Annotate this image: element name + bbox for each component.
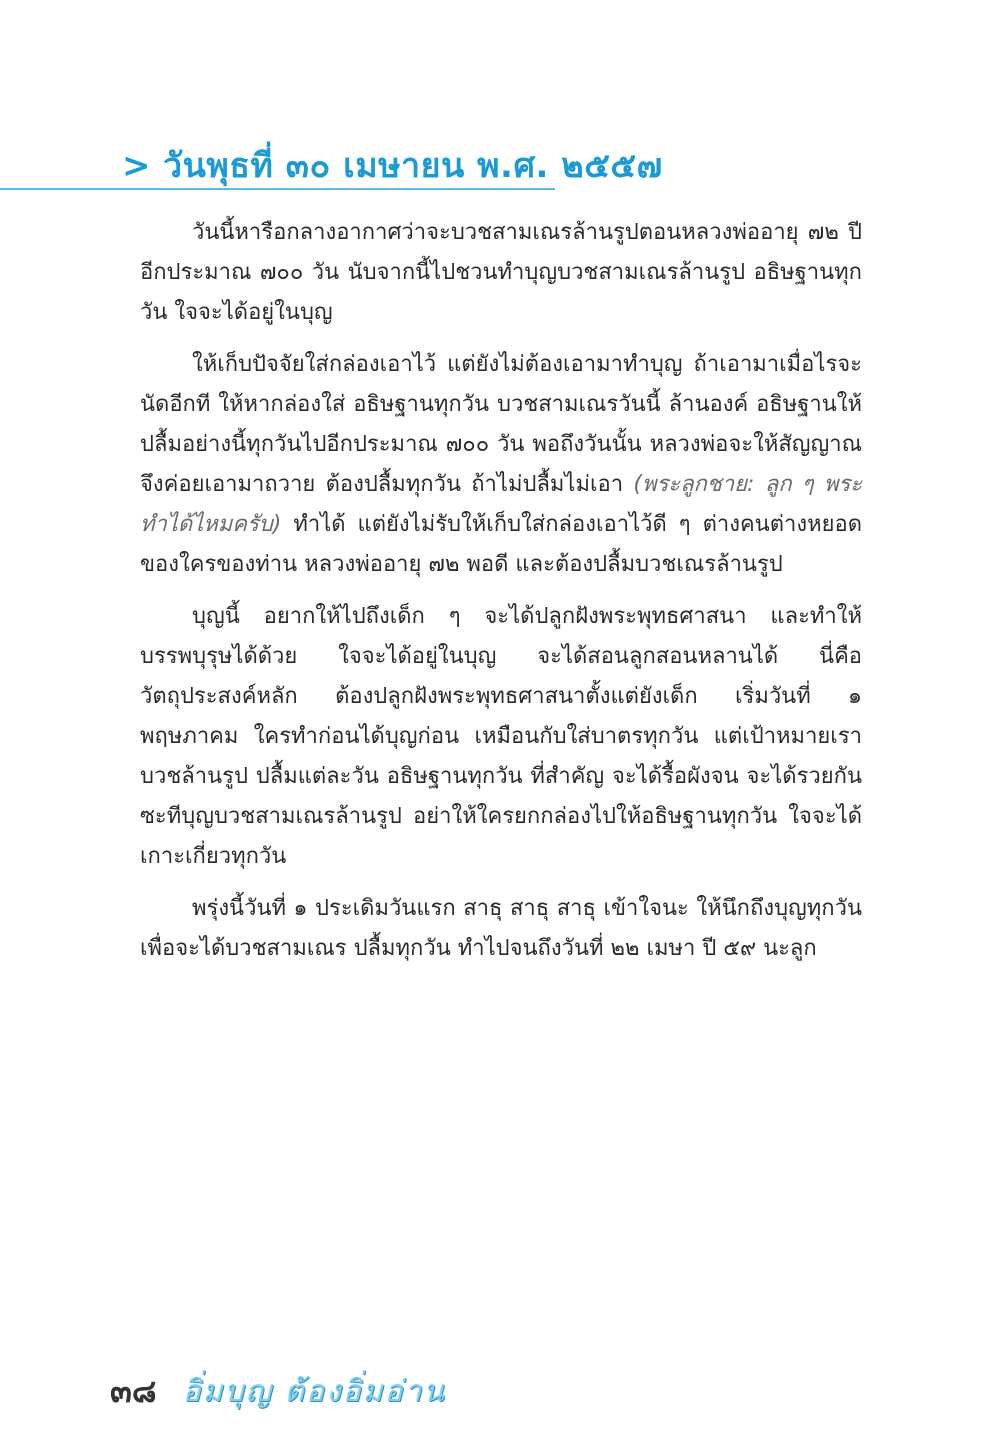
article-body bbox=[140, 213, 862, 981]
page-footer bbox=[110, 1366, 446, 1417]
heading-divider bbox=[0, 188, 555, 190]
paragraph-1: วันนี้หารือกลางอากาศว่าจะบวชสามเณรล้านรูปตอนหลวงพ่ออายุ ๗๒ ปี อีกประมาณ ๗๐๐ วัน นับจากนี้ไปชวนทำบุญบวชสามเณรล้านรูป อธิษฐานทุกวัน ใจจะได้อยู่ในบุญ bbox=[140, 220, 862, 325]
paragraph-4: พรุ่งนี้วันที่ ๑ ประเดิมวันแรก สาธุ สาธุ สาธุ เข้าใจนะ ให้นึกถึงบุญทุกวัน เพื่อจะได้บวชสามเณร ปลื้มทุกวัน ทำไปจนถึงวันที่ ๒๒ เมษา ปี ๕๙ นะลูก bbox=[140, 896, 862, 961]
paragraph-2 bbox=[140, 345, 862, 585]
heading-arrow-icon: > bbox=[122, 146, 151, 186]
heading-title: วันพุธที่ ๓๐ เมษายน พ.ศ. ๒๕๕๗ bbox=[163, 146, 663, 186]
page-heading bbox=[122, 138, 663, 192]
page-number: ๓๘ bbox=[110, 1372, 157, 1410]
paragraph-2-text-a: ให้เก็บปัจจัยใส่กล่องเอาไว้ แต่ยังไม่ต้องเอามาทำบุญ ถ้าเอามาเมื่อไรจะนัดอีกที ให้หากล่องใส่ อธิษฐานทุกวัน บวชสามเณรวันนี้ ล้านองค์ อธิษฐานให้ปลื้มอย่างนี้ทุกวันไปอีกประมาณ ๗๐๐ วัน พอถึงวันนั้น หลวงพ่อจะให้สัญญาณ จึงค่อยเอามาถวาย ต้องปลื้มทุกวัน ถ้าไม่ปลื้มไม่เอา bbox=[140, 352, 862, 497]
paragraph-3: บุญนี้ อยากให้ไปถึงเด็ก ๆ จะได้ปลูกฝังพระพุทธศาสนา และทำให้บรรพบุรุษได้ด้วย ใจจะได้อยู่ในบุญ จะได้สอนลูกสอนหลานได้ นี่คือวัตถุประสงค์หลัก ต้องปลูกฝังพระพุทธศาสนาตั้งแต่ยังเด็ก เริ่มวันที่ ๑ พฤษภาคม ใครทำก่อนได้บุญก่อน เหมือนกับใส่บาตรทุกวัน แต่เป้าหมายเรา บวชล้านรูป ปลื้มแต่ละวัน อธิษฐานทุกวัน ที่สำคัญ จะได้รื้อผังจน จะได้รวยกันซะทีบุญบวชสามเณรล้านรูป อย่าให้ใครยกกล่องไปให้อธิษฐานทุกวัน ใจจะได้เกาะเกี่ยวทุกวัน bbox=[140, 604, 862, 869]
book-logo: อิ่มบุญ ต้องอิ่มอ่าน bbox=[182, 1374, 446, 1409]
paragraph-2-text-b: ทำได้ แต่ยังไม่รับให้เก็บใส่กล่องเอาไว้ดี ๆ ต่างคนต่างหยอด ของใครของท่าน หลวงพ่ออายุ ๗๒ พอดี และต้องปลื้มบวชเณรล้านรูป bbox=[140, 512, 862, 577]
paragraph-2-italic-note: (พระลูกชาย: ลูก ๆ พระทำได้ไหมครับ) bbox=[140, 472, 863, 537]
